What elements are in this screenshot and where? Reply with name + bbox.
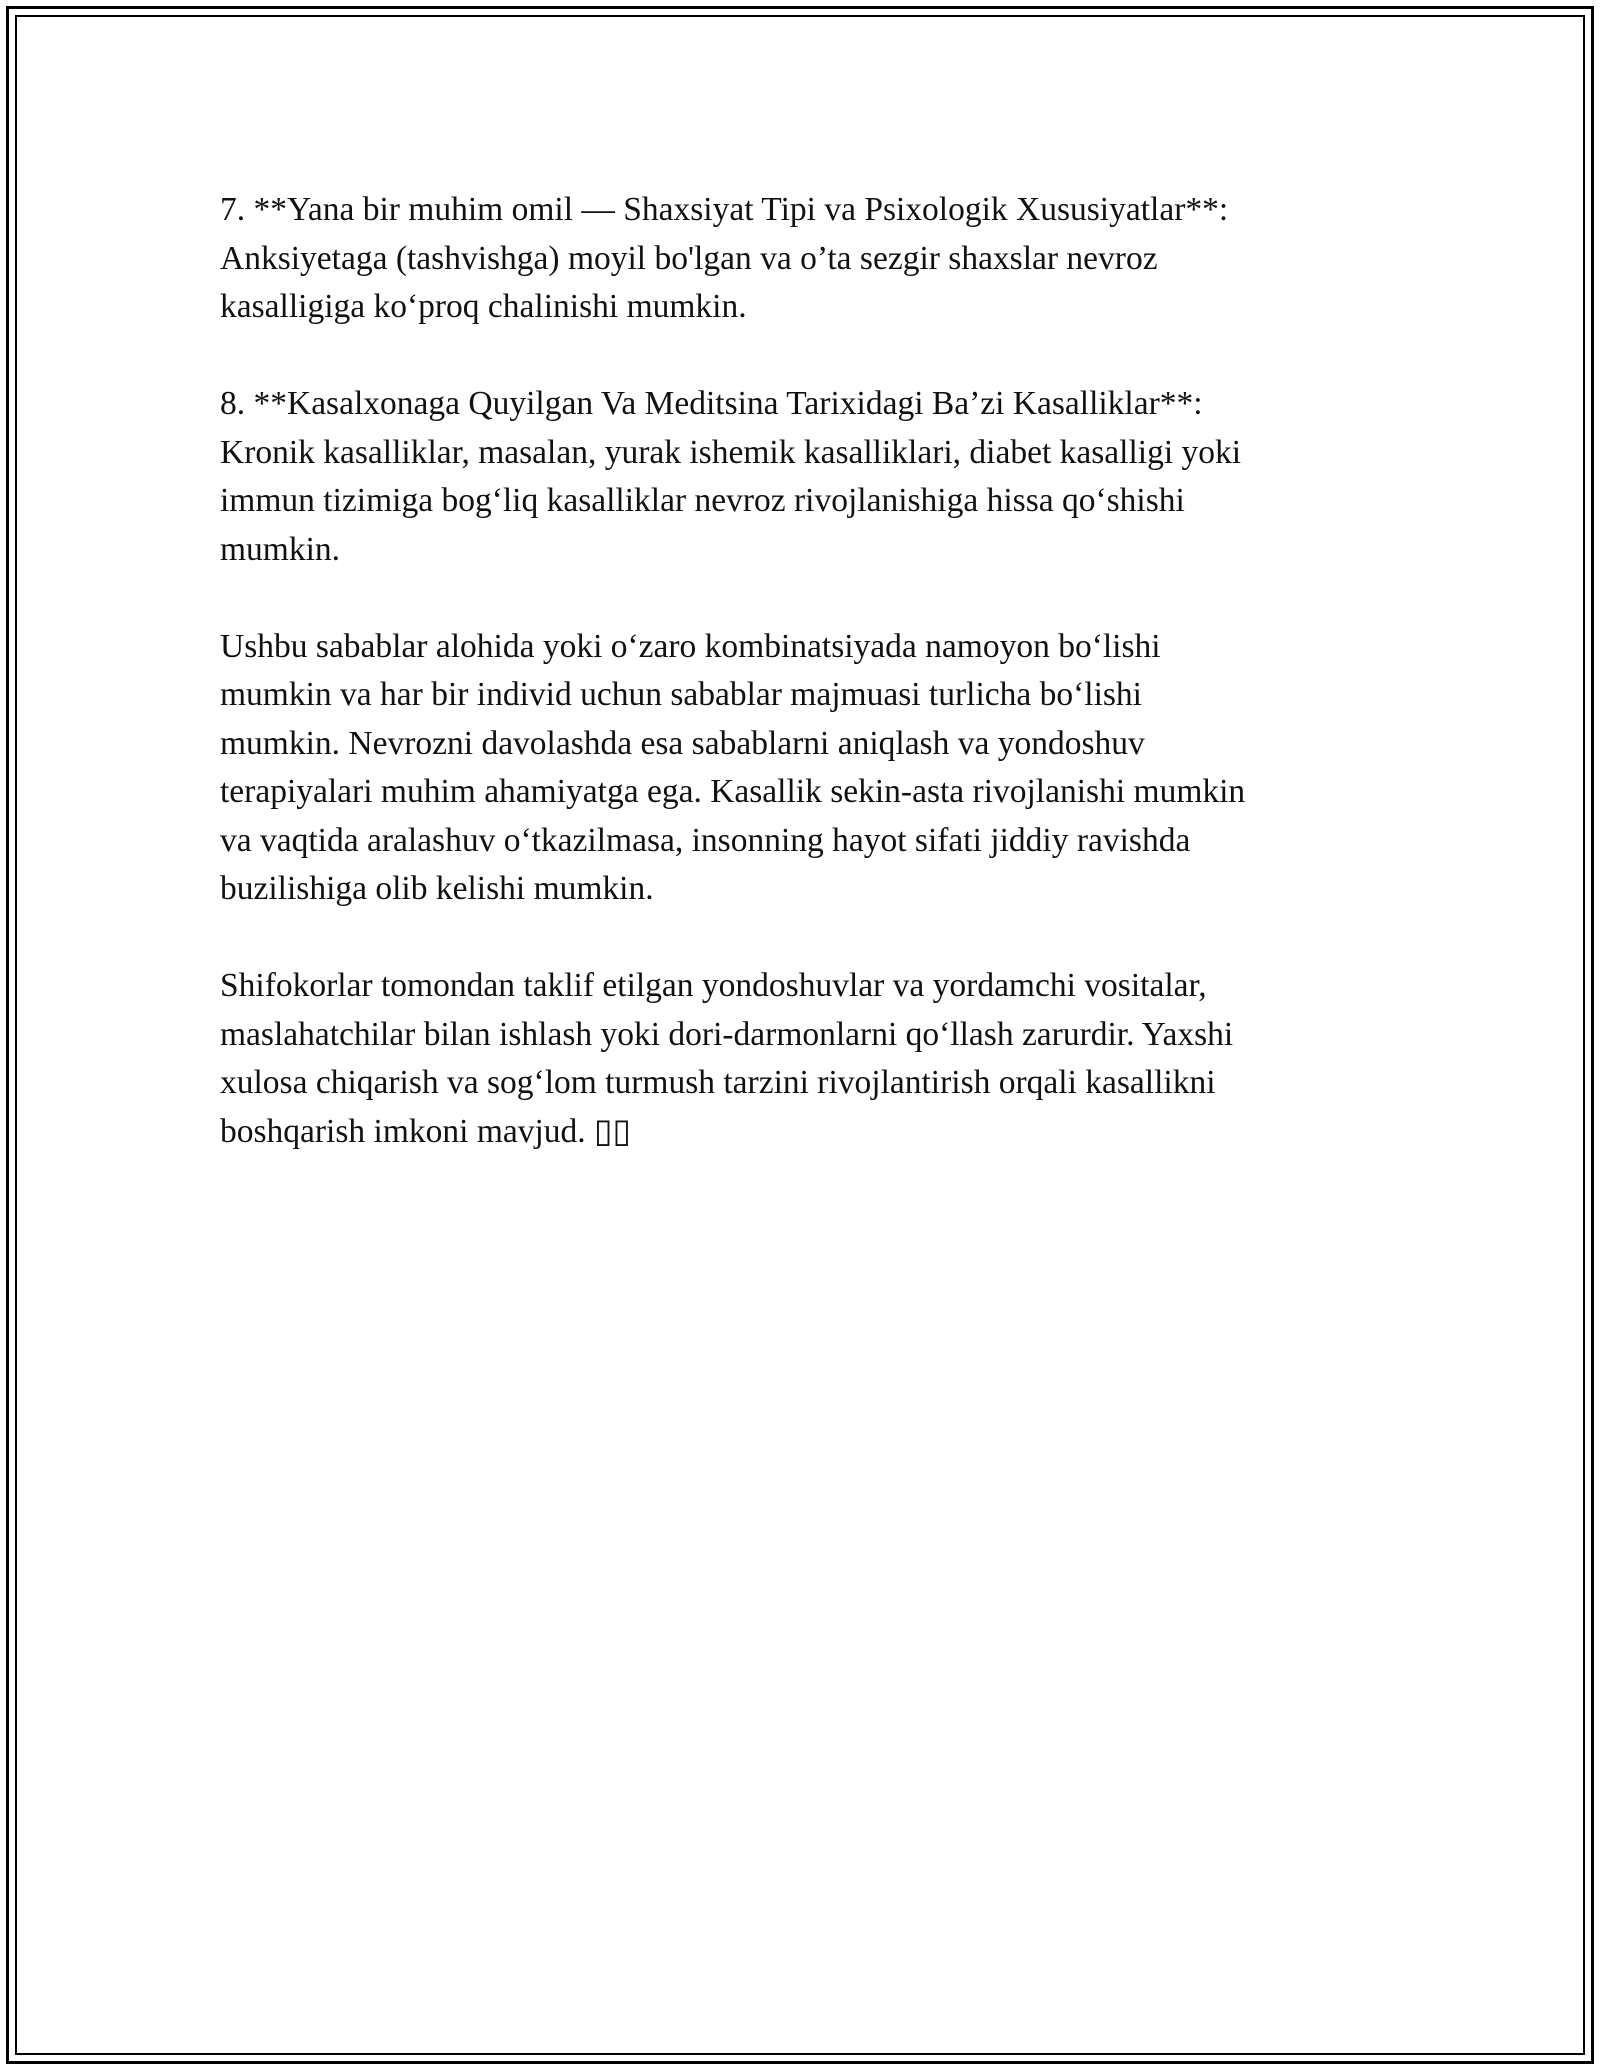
paragraph-causes-summary: Ushbu sabablar alohida yoki o‘zaro kombinatsiyada namoyon bo‘lishi mumkin va har bir individ uchun sabablar majmuasi turlicha bo‘lishi mumkin. Nevrozni davolashda esa sabablarni aniqlash va yondoshuv terapiyalari muhim ahamiyatga ega. Kasallik sekin-asta rivojlanishi mumkin va vaqtida aralashuv o‘tkazilmasa, insonning hayot sifati jiddiy ravishda buzilishiga olib kelishi mumkin. <box>220 627 1246 907</box>
paragraph-treatment-advice: Shifokorlar tomondan taklif etilgan yondoshuvlar va yordamchi vositalar, maslahatchilar bilan ishlash yoki dori-darmonlarni qo‘llash zarurdir. Yaxshi xulosa chiqarish va sog‘lom turmush tarzini rivojlantirish orqali kasallikni boshqarish imkoni mavjud. ▯▯ <box>220 967 1234 1150</box>
paragraph-medical-history: 8. **Kasalxonaga Quyilgan Va Meditsina Tarixidagi Ba’zi Kasalliklar**: Kronik kasalliklar, masalan, yurak ishemik kasalliklari, diabet kasalligi yoki immun tizimiga bog‘liq kasalliklar nevroz rivojlanishiga hissa qo‘shishi mumkin. <box>220 385 1242 568</box>
document-body <box>220 186 1370 1156</box>
paragraph-personality-factor: 7. **Yana bir muhim omil — Shaxsiyat Tipi va Psixologik Xususiyatlar**: Anksiyetaga (tashvishga) moyil bo'lgan va o’ta sezgir shaxslar nevroz kasalligiga ko‘proq chalinishi mumkin. <box>220 191 1229 325</box>
